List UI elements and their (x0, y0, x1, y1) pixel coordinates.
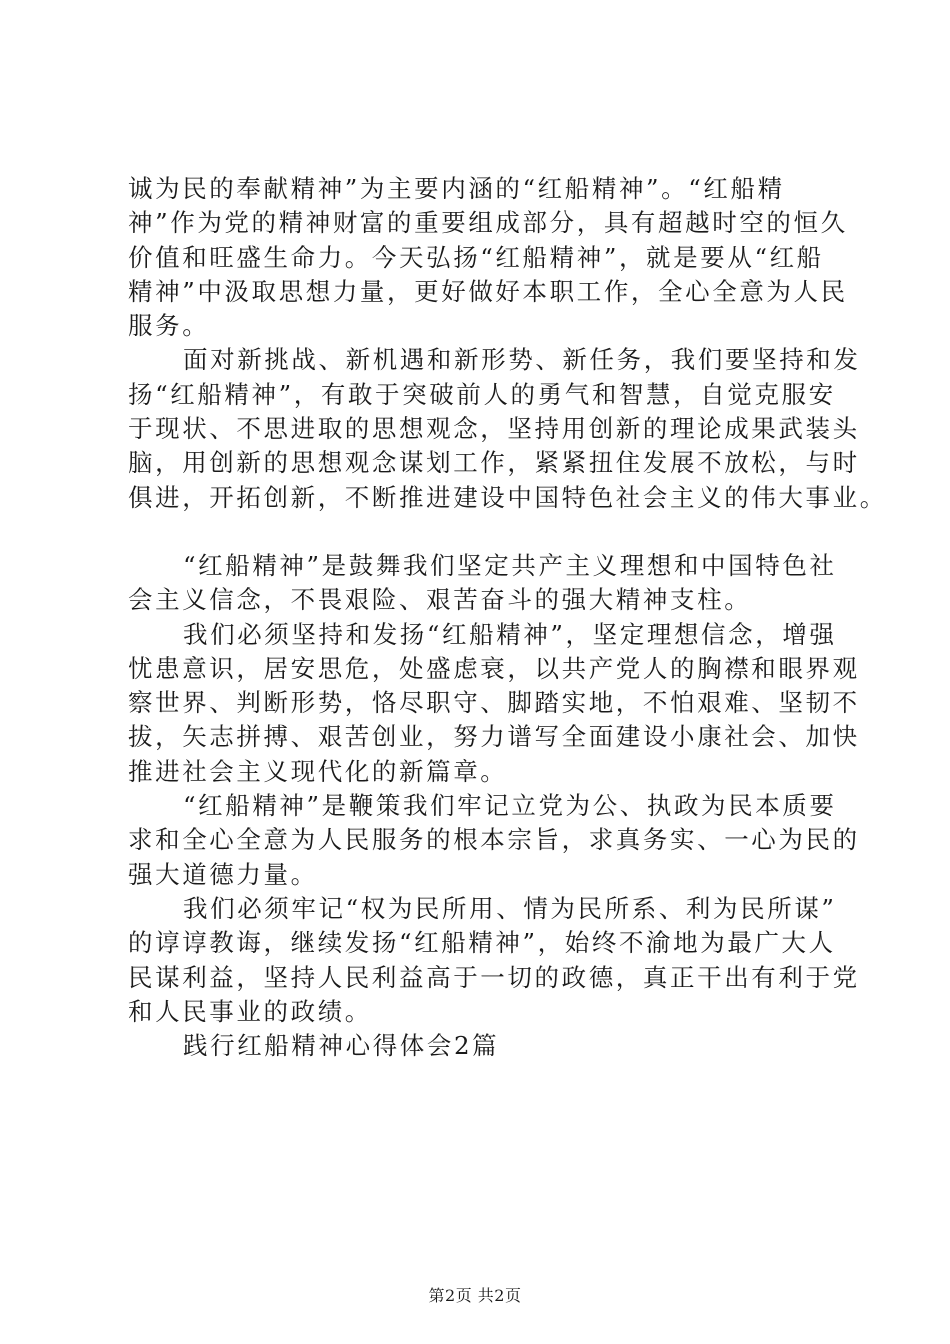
blank-line (128, 515, 834, 549)
text-line: 察世界、判断形势，恪尽职守、脚踏实地，不怕艰难、坚韧不 (128, 688, 860, 718)
paragraph (128, 172, 848, 343)
text-line: “红船精神”是鼓舞我们坚定共产主义理想和中国特色社 (183, 550, 837, 580)
text-line: 诚为民的奉献精神”为主要内涵的“红船精神”。“红船精 (128, 174, 785, 203)
paragraph (128, 892, 860, 1029)
text-line: 精神”中汲取思想力量，更好做好本职工作，全心全意为人民 (128, 276, 848, 306)
page-number-footer: 第2页 共2页 (428, 1286, 522, 1305)
paragraph (128, 549, 837, 618)
text-line: 拔，矢志拼搏、艰苦创业，努力谱写全面建设小康社会、加快 (128, 722, 860, 752)
text-line: 的谆谆教诲，继续发扬“红船精神”，始终不渝地为最广大人 (128, 928, 836, 958)
text-line: 服务。 (128, 311, 210, 341)
text-line: 我们必须牢记“权为民所用、情为民所系、利为民所谋” (183, 893, 837, 923)
paragraph (128, 789, 860, 892)
text-line: 价值和旺盛生命力。今天弘扬“红船精神”，就是要从“红船 (128, 242, 824, 272)
text-line: 于现状、不思进取的思想观念，坚持用创新的理论成果武装头 (128, 414, 860, 444)
text-line: 民谋利益，坚持人民利益高于一切的政德，真正干出有利于党 (128, 962, 860, 992)
paragraph (128, 618, 860, 789)
text-line: 面对新挑战、新机遇和新形势、新任务，我们要坚持和发 (183, 345, 861, 375)
text-line: 会主义信念，不畏艰险、艰苦奋斗的强大精神支柱。 (128, 585, 752, 615)
paragraph (128, 343, 887, 514)
text-line: 推进社会主义现代化的新篇章。 (128, 756, 508, 786)
text-line: “红船精神”是鞭策我们牢记立党为公、执政为民本质要 (183, 791, 837, 821)
text-line: 我们必须坚持和发扬“红船精神”，坚定理想信念，增强 (183, 619, 837, 649)
document-body (128, 172, 887, 1063)
text-line: 强大道德力量。 (128, 859, 318, 889)
text-line: 忧患意识，居安思危，处盛虑衰，以共产党人的胸襟和眼界观 (128, 653, 860, 683)
text-line: 扬“红船精神”，有敢于突破前人的勇气和智慧，自觉克服安 (128, 379, 836, 409)
text-line: 脑，用创新的思想观念谋划工作，紧紧扭住发展不放松，与时 (128, 448, 860, 478)
article-title-line: 践行红船精神心得体会2篇 (183, 1031, 500, 1061)
text-line: 求和全心全意为人民服务的根本宗旨，求真务实、一心为民的 (128, 825, 860, 855)
text-line: 和人民事业的政绩。 (128, 996, 372, 1026)
paragraph (128, 1029, 834, 1063)
text-line: 神”作为党的精神财富的重要组成部分，具有超越时空的恒久 (128, 208, 848, 238)
text-line: 俱进，开拓创新，不断推进建设中国特色社会主义的伟大事业。 (128, 482, 887, 512)
